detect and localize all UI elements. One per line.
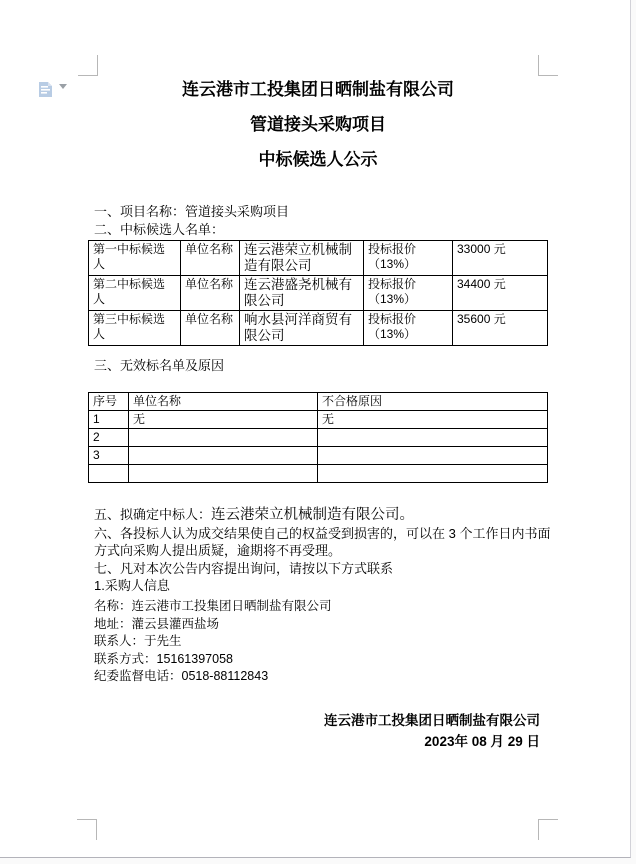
index-cell: 1 [89, 411, 129, 429]
table-row [89, 429, 548, 447]
unit-label-cell: 单位名称 [181, 311, 240, 346]
table-row [89, 311, 548, 346]
table-row [89, 411, 548, 429]
unit-cell [129, 465, 318, 483]
margin-crop-mark-bottom-right [538, 819, 558, 840]
header-cell: 不合格原因 [318, 393, 548, 411]
purchaser-contact-block [94, 598, 556, 686]
margin-crop-mark-bottom-left [77, 819, 97, 840]
signature-company: 连云港市工投集团日晒制盐有限公司 [324, 713, 540, 728]
company-name-cell: 连云港荣立机械制造有限公司 [240, 241, 364, 276]
contact-name-line: 名称：连云港市工投集团日晒制盐有限公司 [94, 599, 332, 613]
invalid-bids-table [88, 392, 548, 483]
reason-cell [318, 465, 548, 483]
price-label-cell: 投标报价（13%） [364, 276, 453, 311]
contact-phone-line: 联系方式：15161397058 [94, 651, 233, 666]
unit-cell: 无 [129, 411, 318, 429]
table-row [89, 276, 548, 311]
reason-cell [318, 447, 548, 465]
contact-person-line: 联系人：于先生 [94, 634, 182, 648]
purchaser-info-heading: 1.采购人信息 [94, 578, 170, 593]
reason-cell: 无 [318, 411, 548, 429]
candidate-rank-cell: 第二中标候选人 [89, 276, 181, 311]
price-value-cell: 35600 元 [453, 311, 548, 346]
candidate-rank-cell: 第三中标候选人 [89, 311, 181, 346]
doc-title-announcement: 中标候选人公示 [258, 150, 378, 169]
supervision-phone-line: 纪委监督电话：0518-88112843 [94, 669, 269, 683]
header-cell: 单位名称 [129, 393, 318, 411]
section-5-label: 五、拟确定中标人： [94, 507, 212, 522]
company-name-cell: 响水县河洋商贸有限公司 [240, 311, 364, 346]
section-2-candidate-list-heading: 二、中标候选人名单： [94, 222, 225, 237]
index-cell: 2 [89, 429, 129, 447]
unit-label-cell: 单位名称 [181, 276, 240, 311]
section-1-project-name: 一、项目名称：管道接头采购项目 [94, 204, 290, 219]
price-label-cell: 投标报价（13%） [364, 241, 453, 276]
margin-crop-mark-top-left [78, 55, 98, 76]
announcement-paragraphs [94, 506, 556, 595]
table-row [89, 447, 548, 465]
section-7-contact-notice: 七、凡对本次公告内容提出询问，请按以下方式联系 [94, 560, 394, 576]
unit-cell [129, 429, 318, 447]
unit-label-cell: 单位名称 [181, 241, 240, 276]
candidates-table [88, 240, 548, 346]
signature-block [0, 710, 540, 752]
section-3-invalid-bids-heading: 三、无效标名单及原因 [94, 358, 225, 373]
company-name-cell: 连云港盛尧机械有限公司 [240, 276, 364, 311]
doc-title-project: 管道接头采购项目 [250, 115, 386, 134]
section-6-objection-notice: 六、各投标人认为成交结果使自己的权益受到损害的，可以在 3 个工作日内书面方式向采购人提出质疑，逾期将不再受理。 [94, 525, 551, 558]
contact-address-line: 地址：灌云县灌西盐场 [94, 616, 220, 631]
signature-date: 2023年 08 月 29 日 [424, 734, 540, 749]
section-5-proposed-winner [94, 506, 556, 525]
table-row [89, 241, 548, 276]
price-value-cell: 34400 元 [453, 276, 548, 311]
table-header-row [89, 393, 548, 411]
price-label-cell: 投标报价（13%） [364, 311, 453, 346]
unit-cell [129, 447, 318, 465]
margin-crop-mark-top-right [538, 55, 558, 76]
candidate-rank-cell: 第一中标候选人 [89, 241, 181, 276]
table-row [89, 465, 548, 483]
section-5-winner-name: 连云港荣立机械制造有限公司。 [211, 507, 415, 523]
price-value-cell: 33000 元 [453, 241, 548, 276]
doc-title-company: 连云港市工投集团日晒制盐有限公司 [182, 80, 454, 99]
reason-cell [318, 429, 548, 447]
index-cell [89, 465, 129, 483]
index-cell: 3 [89, 447, 129, 465]
header-cell: 序号 [89, 393, 129, 411]
